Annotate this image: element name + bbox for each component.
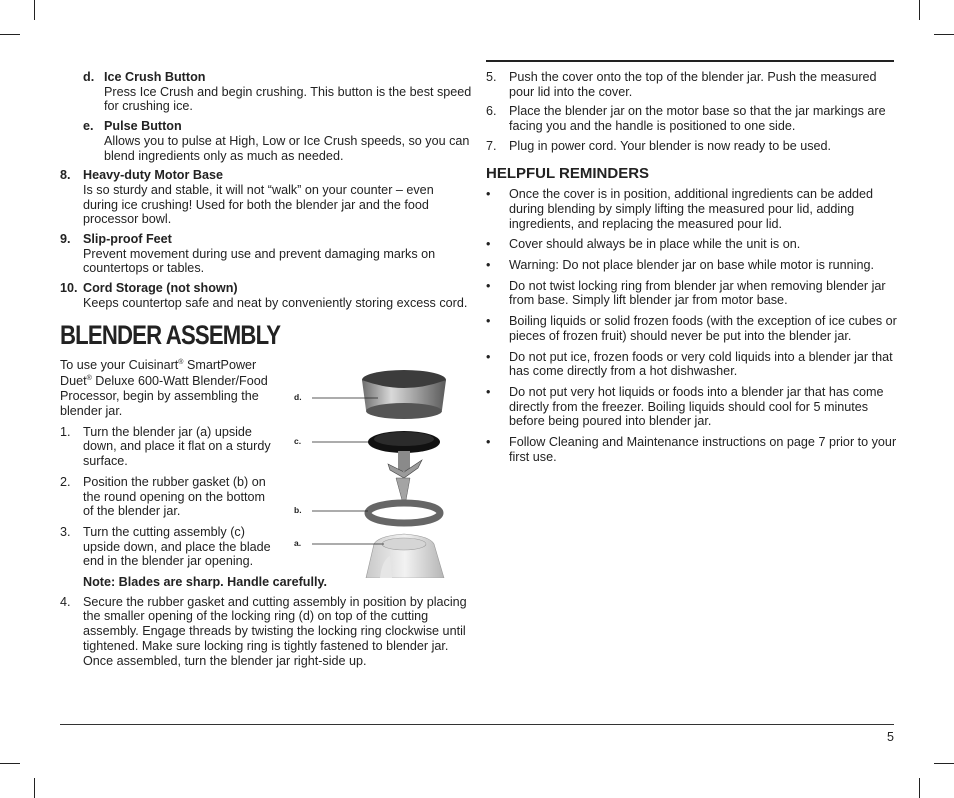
reminder-text: Once the cover is in position, additional ingredients can be added during blending by simply lifting the measured pour lid, adding ingredients, and replacing the measured pour lid. <box>509 187 874 231</box>
item-marker: 9. <box>60 232 71 247</box>
step-item <box>486 139 898 154</box>
page-number: 5 <box>887 730 894 744</box>
step-text: Turn the cutting assembly (c) upside down, and place the blade end in the blender jar opening. <box>83 524 271 569</box>
crop-mark <box>0 34 20 35</box>
reminder-item <box>486 279 898 308</box>
reminder-item <box>486 385 898 429</box>
registered-mark: ® <box>178 358 184 366</box>
item-marker: d. <box>83 70 95 84</box>
item-title: Cord Storage (not shown) <box>83 281 238 296</box>
bullet: • <box>486 187 491 202</box>
crop-mark <box>34 0 35 20</box>
item-body: Keeps countertop safe and neat by conveniently storing excess cord. <box>83 295 468 310</box>
registered-mark: ® <box>86 375 92 383</box>
step-text: Turn the blender jar (a) upside down, and place it flat on a sturdy surface. <box>83 424 271 469</box>
locking-ring-d <box>362 370 446 419</box>
reminder-item <box>486 435 898 464</box>
reminder-text: Do not twist locking ring from blender jar when removing blender jar from base. Simply lift blender jar from motor base. <box>509 278 886 308</box>
bullet: • <box>486 278 491 293</box>
step-number: 7. <box>486 138 497 153</box>
step-text: Push the cover onto the top of the blender jar. Push the measured pour lid into the cover. <box>509 70 877 99</box>
figure-label-b: b. <box>294 505 302 515</box>
figure-label-d: d. <box>294 392 302 402</box>
item-title: Slip-proof Feet <box>83 232 172 247</box>
step-text: Place the blender jar on the motor base so that the jar markings are facing you and the handle is positioned to one side. <box>509 104 886 134</box>
section-heading: BLENDER ASSEMBLY <box>60 319 281 350</box>
bullet: • <box>486 384 491 399</box>
cutting-assembly-c <box>368 431 440 500</box>
reminder-text: Boiling liquids or solid frozen foods (with the exception of ice cubes or pieces of frozen fruit) should never be put into the blender jar. <box>509 314 897 343</box>
list-item <box>60 168 472 227</box>
item-body: Prevent movement during use and prevent damaging marks on countertops or tables. <box>83 246 436 276</box>
crop-mark <box>919 778 920 798</box>
step-item <box>486 70 898 99</box>
step-text: Plug in power cord. Your blender is now ready to be used. <box>509 138 832 153</box>
crop-mark <box>0 763 20 764</box>
item-body: Allows you to pulse at High, Low or Ice Crush speeds, so you can blend ingredients only as much as needed. <box>104 133 470 163</box>
crop-mark <box>934 34 954 35</box>
list-item <box>60 70 472 114</box>
step-number: 5. <box>486 70 497 84</box>
item-title: Heavy-duty Motor Base <box>83 168 223 183</box>
step-number: 6. <box>486 104 497 119</box>
reminder-item <box>486 237 898 252</box>
bullet: • <box>486 314 491 329</box>
crop-mark <box>34 778 35 798</box>
exploded-view-drawing <box>292 360 448 578</box>
item-body: Press Ice Crush and begin crushing. This button is the best speed for crushing ice. <box>104 84 472 114</box>
bottom-rule <box>60 724 894 725</box>
safety-note: Note: Blades are sharp. Handle carefully. <box>83 575 328 590</box>
bullet: • <box>486 237 491 252</box>
step-text: Position the rubber gasket (b) on the round opening on the bottom of the blender jar. <box>83 474 266 519</box>
item-title: Pulse Button <box>104 119 182 134</box>
reminder-item <box>486 187 898 231</box>
intro-text: SmartPower Duet <box>60 357 257 389</box>
item-body: Is so sturdy and stable, it will not “walk” on your counter – even during ice crushing! Used for both the blender jar and the food processor bowl. <box>83 182 434 227</box>
step-number: 1. <box>60 424 71 439</box>
step-item <box>486 104 898 133</box>
reminder-text: Do not put ice, frozen foods or very cold liquids into a blender jar that has come directly from a hot dishwasher. <box>509 349 893 379</box>
figure-label-a: a. <box>294 538 302 548</box>
step-number: 4. <box>60 594 71 609</box>
intro-paragraph <box>60 356 282 419</box>
intro-text: To use your Cuisinart <box>60 357 179 372</box>
right-column <box>486 70 898 470</box>
blender-jar-a <box>366 534 444 578</box>
item-marker: 8. <box>60 168 71 183</box>
crop-mark <box>934 763 954 764</box>
bullet: • <box>486 435 491 450</box>
item-marker: 10. <box>60 281 78 296</box>
rubber-gasket-b <box>368 503 440 523</box>
reminders-heading: HELPFUL REMINDERS <box>486 164 650 182</box>
step-text: Secure the rubber gasket and cutting assembly in position by placing the smaller opening of the locking ring (d) on top of the cutting assembly. Engage threads by twisting the locking ring clockwise until tightened. Make sure locking ring is tightly fastened to blender jar. Once assembled, turn the blender jar right-side up. <box>83 594 467 668</box>
list-item <box>60 119 472 163</box>
step-number: 3. <box>60 524 71 539</box>
item-marker: e. <box>83 119 94 134</box>
reminder-text: Cover should always be in place while the unit is on. <box>509 237 801 252</box>
reminder-item <box>486 314 898 343</box>
figure-label-c: c. <box>294 436 302 446</box>
reminder-text: Do not put very hot liquids or foods into a blender jar that has come directly from the freezer. Boiling liquids should cool for 5 minutes before being poured into blender jar. <box>509 384 884 429</box>
bullet: • <box>486 349 491 364</box>
reminder-text: Warning: Do not place blender jar on base while motor is running. <box>509 258 874 273</box>
bullet: • <box>486 258 491 273</box>
top-rule-right <box>486 60 894 62</box>
item-title: Ice Crush Button <box>104 70 206 84</box>
intro-text: Deluxe 600-Watt Blender/Food Processor, begin by assembling the blender jar. <box>60 374 268 419</box>
reminder-item <box>486 350 898 379</box>
reminder-item <box>486 258 898 273</box>
list-item <box>60 281 472 310</box>
step-number: 2. <box>60 474 71 489</box>
step-item <box>60 595 472 669</box>
crop-mark <box>919 0 920 20</box>
reminder-text: Follow Cleaning and Maintenance instructions on page 7 prior to your first use. <box>509 435 897 464</box>
blender-assembly-illustration <box>292 360 448 578</box>
list-item <box>60 232 472 276</box>
